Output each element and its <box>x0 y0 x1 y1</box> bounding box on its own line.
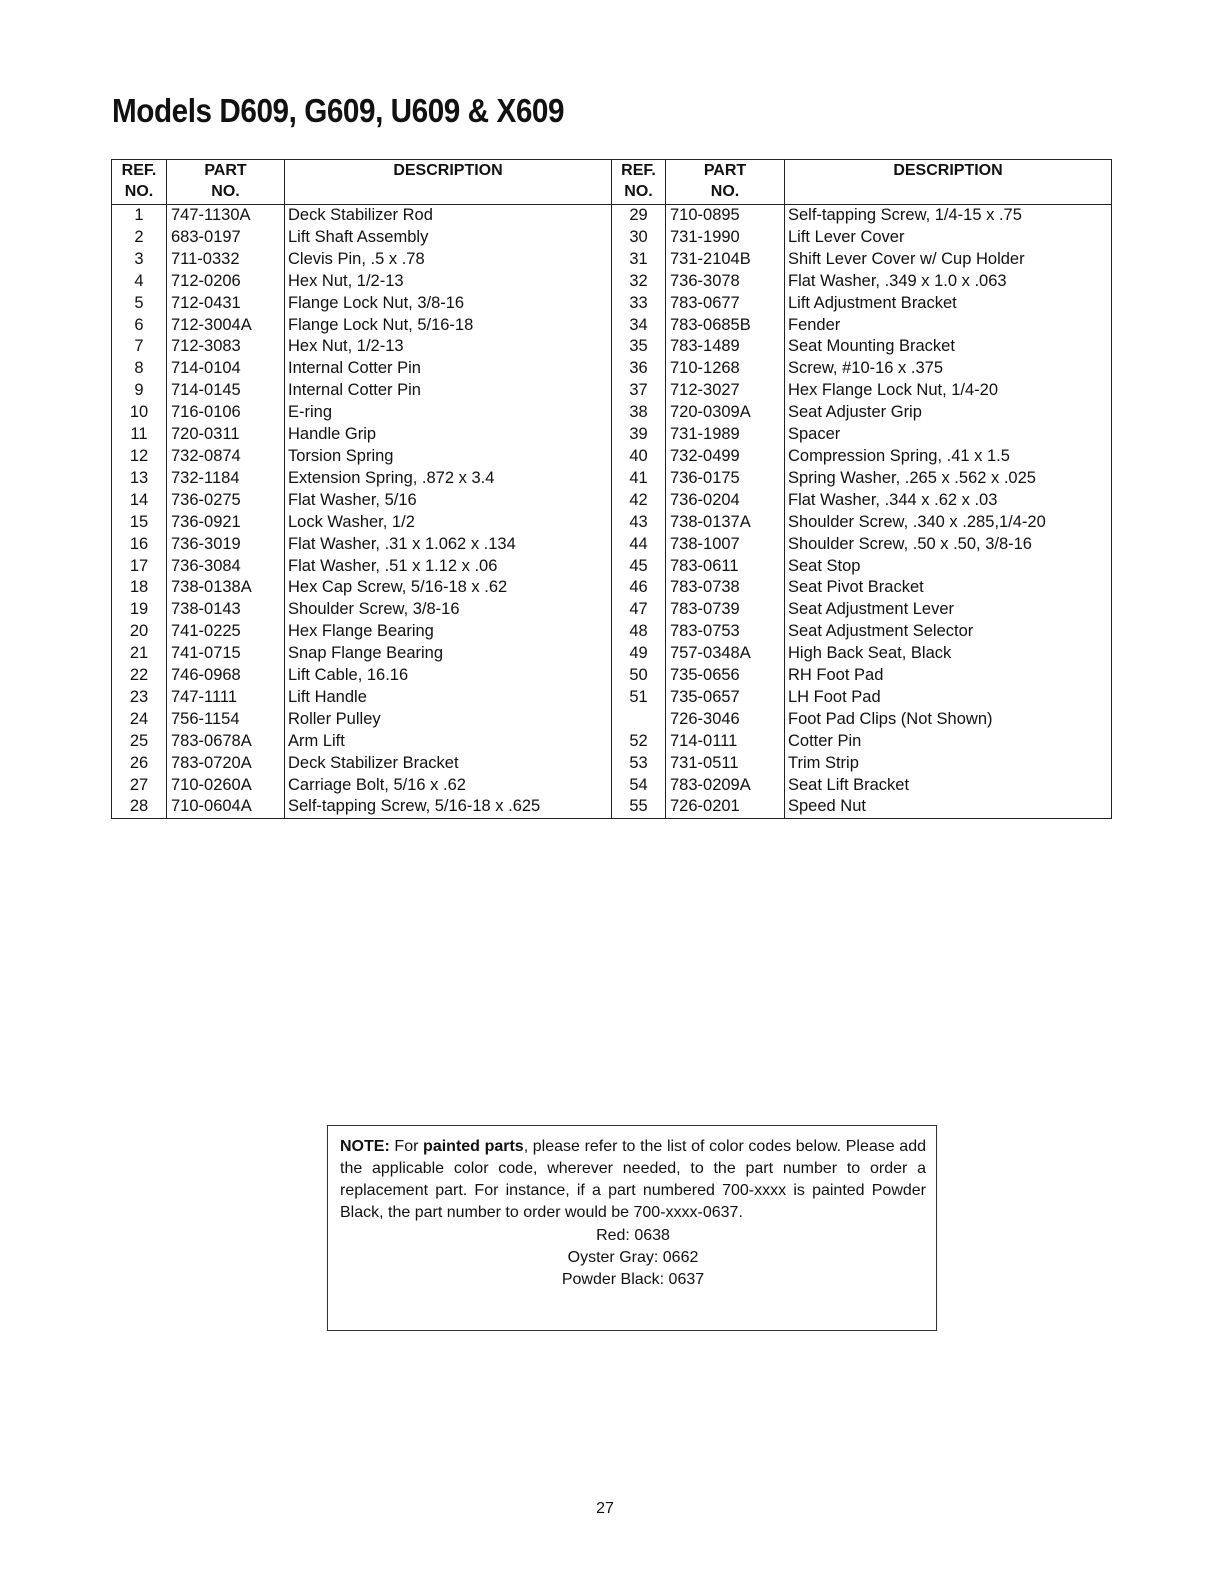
ref-no-cell: 20 <box>112 621 167 643</box>
page-title: Models D609, G609, U609 & X609 <box>112 92 565 129</box>
part-no-cell: 732-0874 <box>167 446 285 468</box>
part-no-cell: 747-1130A <box>167 205 285 227</box>
ref-no-cell: 36 <box>612 358 666 380</box>
description-cell: E-ring <box>285 402 612 424</box>
ref-no-cell: 13 <box>112 468 167 490</box>
description-cell: Hex Flange Bearing <box>285 621 612 643</box>
description-cell: Flat Washer, 5/16 <box>285 490 612 512</box>
part-no-cell: 736-0175 <box>666 468 785 490</box>
description-cell: Seat Adjustment Lever <box>785 599 1112 621</box>
part-no-cell: 736-3084 <box>167 556 285 578</box>
part-no-cell: 710-0604A <box>167 796 285 818</box>
part-no-cell: 738-0143 <box>167 599 285 621</box>
description-cell: Internal Cotter Pin <box>285 380 612 402</box>
table-row <box>112 796 1112 818</box>
part-no-cell: 712-3004A <box>167 315 285 337</box>
part-no-cell: 714-0111 <box>666 731 785 753</box>
ref-no-cell: 3 <box>112 249 167 271</box>
painted-parts-note <box>327 1125 937 1331</box>
part-no-cell: 683-0197 <box>167 227 285 249</box>
description-cell: Shoulder Screw, .50 x .50, 3/8-16 <box>785 534 1112 556</box>
description-cell: Self-tapping Screw, 5/16-18 x .625 <box>285 796 612 818</box>
table-row <box>112 577 1112 599</box>
ref-no-cell: 1 <box>112 205 167 227</box>
ref-no-cell: 7 <box>112 336 167 358</box>
part-no-cell: 783-0678A <box>167 731 285 753</box>
description-cell: Extension Spring, .872 x 3.4 <box>285 468 612 490</box>
part-no-cell: 783-0720A <box>167 753 285 775</box>
part-no-cell: 736-0275 <box>167 490 285 512</box>
description-cell: Clevis Pin, .5 x .78 <box>285 249 612 271</box>
table-header-row <box>112 160 1112 205</box>
table-row <box>112 336 1112 358</box>
ref-no-cell: 46 <box>612 577 666 599</box>
description-cell: Lift Adjustment Bracket <box>785 293 1112 315</box>
part-no-cell: 731-1989 <box>666 424 785 446</box>
ref-no-cell: 6 <box>112 315 167 337</box>
ref-no-cell: 49 <box>612 643 666 665</box>
part-no-cell: 783-0685B <box>666 315 785 337</box>
description-cell: Lift Shaft Assembly <box>285 227 612 249</box>
part-no-cell: 757-0348A <box>666 643 785 665</box>
part-no-header-right: PART NO. <box>666 160 785 205</box>
part-no-cell: 731-1990 <box>666 227 785 249</box>
ref-no-cell: 32 <box>612 271 666 293</box>
table-row <box>112 227 1112 249</box>
table-row <box>112 512 1112 534</box>
ref-no-cell: 14 <box>112 490 167 512</box>
part-no-cell: 720-0309A <box>666 402 785 424</box>
part-no-cell: 711-0332 <box>167 249 285 271</box>
ref-no-cell: 47 <box>612 599 666 621</box>
part-no-cell: 735-0657 <box>666 687 785 709</box>
description-cell: Seat Lift Bracket <box>785 775 1112 797</box>
part-no-cell: 783-0738 <box>666 577 785 599</box>
part-no-cell: 710-1268 <box>666 358 785 380</box>
description-cell: Trim Strip <box>785 753 1112 775</box>
ref-no-cell: 25 <box>112 731 167 753</box>
ref-no-cell: 45 <box>612 556 666 578</box>
part-no-cell: 726-3046 <box>666 709 785 731</box>
ref-no-cell: 30 <box>612 227 666 249</box>
description-cell: Roller Pulley <box>285 709 612 731</box>
part-no-cell: 783-0611 <box>666 556 785 578</box>
ref-no-cell: 22 <box>112 665 167 687</box>
part-no-cell: 712-3027 <box>666 380 785 402</box>
description-cell: Flat Washer, .51 x 1.12 x .06 <box>285 556 612 578</box>
table-row <box>112 249 1112 271</box>
ref-no-cell: 41 <box>612 468 666 490</box>
part-no-cell: 747-1111 <box>167 687 285 709</box>
part-no-cell: 735-0656 <box>666 665 785 687</box>
description-cell: Spring Washer, .265 x .562 x .025 <box>785 468 1112 490</box>
description-cell: Self-tapping Screw, 1/4-15 x .75 <box>785 205 1112 227</box>
part-no-header-left: PART NO. <box>167 160 285 205</box>
ref-no-header-left: REF. NO. <box>112 160 167 205</box>
ref-no-cell: 29 <box>612 205 666 227</box>
part-no-cell: 783-0677 <box>666 293 785 315</box>
description-cell: Deck Stabilizer Bracket <box>285 753 612 775</box>
page-number: 27 <box>596 1500 614 1517</box>
ref-no-cell: 8 <box>112 358 167 380</box>
ref-no-cell: 28 <box>112 796 167 818</box>
ref-no-cell: 2 <box>112 227 167 249</box>
table-row <box>112 315 1112 337</box>
ref-no-cell: 42 <box>612 490 666 512</box>
ref-no-cell: 17 <box>112 556 167 578</box>
part-no-cell: 714-0145 <box>167 380 285 402</box>
ref-no-cell: 16 <box>112 534 167 556</box>
table-row <box>112 621 1112 643</box>
description-cell: Shoulder Screw, 3/8-16 <box>285 599 612 621</box>
ref-no-cell: 39 <box>612 424 666 446</box>
description-cell: Lift Cable, 16.16 <box>285 665 612 687</box>
table-row <box>112 402 1112 424</box>
part-no-cell: 732-1184 <box>167 468 285 490</box>
ref-no-cell: 55 <box>612 796 666 818</box>
description-cell: High Back Seat, Black <box>785 643 1112 665</box>
description-cell: Flat Washer, .31 x 1.062 x .134 <box>285 534 612 556</box>
table-row <box>112 293 1112 315</box>
part-no-cell: 736-0921 <box>167 512 285 534</box>
part-no-cell: 783-0753 <box>666 621 785 643</box>
ref-no-cell: 26 <box>112 753 167 775</box>
part-no-cell: 741-0715 <box>167 643 285 665</box>
description-cell: Seat Pivot Bracket <box>785 577 1112 599</box>
color-code-red: Red: 0638 <box>596 1227 670 1244</box>
note-bold-phrase: painted parts <box>423 1138 524 1155</box>
part-no-cell: 741-0225 <box>167 621 285 643</box>
ref-no-cell: 19 <box>112 599 167 621</box>
part-no-cell: 746-0968 <box>167 665 285 687</box>
ref-no-cell: 38 <box>612 402 666 424</box>
part-no-cell: 716-0106 <box>167 402 285 424</box>
description-cell: Torsion Spring <box>285 446 612 468</box>
description-cell: LH Foot Pad <box>785 687 1112 709</box>
part-no-cell: 738-0137A <box>666 512 785 534</box>
description-cell: Seat Adjustment Selector <box>785 621 1112 643</box>
part-no-cell: 714-0104 <box>167 358 285 380</box>
part-no-cell: 736-3019 <box>167 534 285 556</box>
ref-no-cell: 9 <box>112 380 167 402</box>
ref-no-cell: 35 <box>612 336 666 358</box>
table-row <box>112 643 1112 665</box>
description-cell: Fender <box>785 315 1112 337</box>
ref-no-cell: 11 <box>112 424 167 446</box>
table-row <box>112 534 1112 556</box>
table-row <box>112 490 1112 512</box>
description-cell: Flange Lock Nut, 5/16-18 <box>285 315 612 337</box>
description-cell: Seat Stop <box>785 556 1112 578</box>
color-code-oyster-gray: Oyster Gray: 0662 <box>567 1249 699 1266</box>
ref-no-cell: 15 <box>112 512 167 534</box>
table-row <box>112 665 1112 687</box>
description-cell: Foot Pad Clips (Not Shown) <box>785 709 1112 731</box>
table-row <box>112 753 1112 775</box>
ref-no-cell: 54 <box>612 775 666 797</box>
part-no-cell: 783-1489 <box>666 336 785 358</box>
table-row <box>112 731 1112 753</box>
description-cell: Snap Flange Bearing <box>285 643 612 665</box>
description-cell: Carriage Bolt, 5/16 x .62 <box>285 775 612 797</box>
ref-no-cell <box>612 709 666 731</box>
part-no-cell: 710-0895 <box>666 205 785 227</box>
description-cell: Hex Nut, 1/2-13 <box>285 271 612 293</box>
ref-no-cell: 53 <box>612 753 666 775</box>
ref-no-cell: 23 <box>112 687 167 709</box>
note-label: NOTE: <box>340 1138 390 1155</box>
ref-no-cell: 43 <box>612 512 666 534</box>
table-row <box>112 271 1112 293</box>
ref-no-cell: 52 <box>612 731 666 753</box>
description-cell: Spacer <box>785 424 1112 446</box>
description-cell: Shift Lever Cover w/ Cup Holder <box>785 249 1112 271</box>
part-no-cell: 783-0739 <box>666 599 785 621</box>
part-no-cell: 720-0311 <box>167 424 285 446</box>
ref-no-cell: 33 <box>612 293 666 315</box>
part-no-cell: 756-1154 <box>167 709 285 731</box>
part-no-cell: 736-0204 <box>666 490 785 512</box>
description-cell: Seat Adjuster Grip <box>785 402 1112 424</box>
ref-no-cell: 5 <box>112 293 167 315</box>
part-no-cell: 736-3078 <box>666 271 785 293</box>
table-row <box>112 424 1112 446</box>
ref-no-cell: 34 <box>612 315 666 337</box>
description-cell: Flat Washer, .344 x .62 x .03 <box>785 490 1112 512</box>
part-no-cell: 710-0260A <box>167 775 285 797</box>
description-cell: Arm Lift <box>285 731 612 753</box>
ref-no-cell: 27 <box>112 775 167 797</box>
part-no-cell: 783-0209A <box>666 775 785 797</box>
table-row <box>112 599 1112 621</box>
description-cell: Lock Washer, 1/2 <box>285 512 612 534</box>
note-text: NOTE: For painted parts, please refer to the list of color codes below. Please add the applicable color code, wherever needed, to the part number to order a replacement part. For instance, if a part numbered 700-xxxx is painted Powder Black, the part number to order would be 700-xxxx-0637. <box>340 1138 926 1221</box>
ref-no-header-right: REF. NO. <box>612 160 666 205</box>
part-no-cell: 726-0201 <box>666 796 785 818</box>
ref-no-cell: 48 <box>612 621 666 643</box>
description-cell: Hex Flange Lock Nut, 1/4-20 <box>785 380 1112 402</box>
table-row <box>112 446 1112 468</box>
ref-no-cell: 12 <box>112 446 167 468</box>
color-codes-list <box>340 1225 926 1291</box>
description-cell: Internal Cotter Pin <box>285 358 612 380</box>
part-no-cell: 738-1007 <box>666 534 785 556</box>
description-cell: Lift Lever Cover <box>785 227 1112 249</box>
description-cell: Cotter Pin <box>785 731 1112 753</box>
description-cell: Deck Stabilizer Rod <box>285 205 612 227</box>
part-no-cell: 731-0511 <box>666 753 785 775</box>
part-no-cell: 732-0499 <box>666 446 785 468</box>
description-cell: Flange Lock Nut, 3/8-16 <box>285 293 612 315</box>
table-row <box>112 468 1112 490</box>
table-row <box>112 687 1112 709</box>
part-no-cell: 731-2104B <box>666 249 785 271</box>
description-cell: Handle Grip <box>285 424 612 446</box>
description-cell: RH Foot Pad <box>785 665 1112 687</box>
table-row <box>112 775 1112 797</box>
ref-no-cell: 31 <box>612 249 666 271</box>
table-row <box>112 709 1112 731</box>
ref-no-cell: 10 <box>112 402 167 424</box>
color-code-powder-black: Powder Black: 0637 <box>561 1271 705 1288</box>
table-row <box>112 358 1112 380</box>
description-cell: Hex Nut, 1/2-13 <box>285 336 612 358</box>
description-cell: Compression Spring, .41 x 1.5 <box>785 446 1112 468</box>
ref-no-cell: 18 <box>112 577 167 599</box>
description-cell: Screw, #10-16 x .375 <box>785 358 1112 380</box>
ref-no-cell: 40 <box>612 446 666 468</box>
parts-table <box>111 159 1112 819</box>
table-row <box>112 380 1112 402</box>
description-cell: Flat Washer, .349 x 1.0 x .063 <box>785 271 1112 293</box>
description-cell: Shoulder Screw, .340 x .285,1/4-20 <box>785 512 1112 534</box>
description-cell: Lift Handle <box>285 687 612 709</box>
ref-no-cell: 24 <box>112 709 167 731</box>
part-no-cell: 712-0431 <box>167 293 285 315</box>
table-row <box>112 556 1112 578</box>
ref-no-cell: 21 <box>112 643 167 665</box>
ref-no-cell: 51 <box>612 687 666 709</box>
part-no-cell: 738-0138A <box>167 577 285 599</box>
ref-no-cell: 50 <box>612 665 666 687</box>
ref-no-cell: 4 <box>112 271 167 293</box>
description-cell: Hex Cap Screw, 5/16-18 x .62 <box>285 577 612 599</box>
ref-no-cell: 37 <box>612 380 666 402</box>
description-header-left: DESCRIPTION <box>285 160 612 205</box>
part-no-cell: 712-0206 <box>167 271 285 293</box>
description-header-right: DESCRIPTION <box>785 160 1112 205</box>
part-no-cell: 712-3083 <box>167 336 285 358</box>
ref-no-cell: 44 <box>612 534 666 556</box>
table-row <box>112 205 1112 227</box>
description-cell: Seat Mounting Bracket <box>785 336 1112 358</box>
description-cell: Speed Nut <box>785 796 1112 818</box>
